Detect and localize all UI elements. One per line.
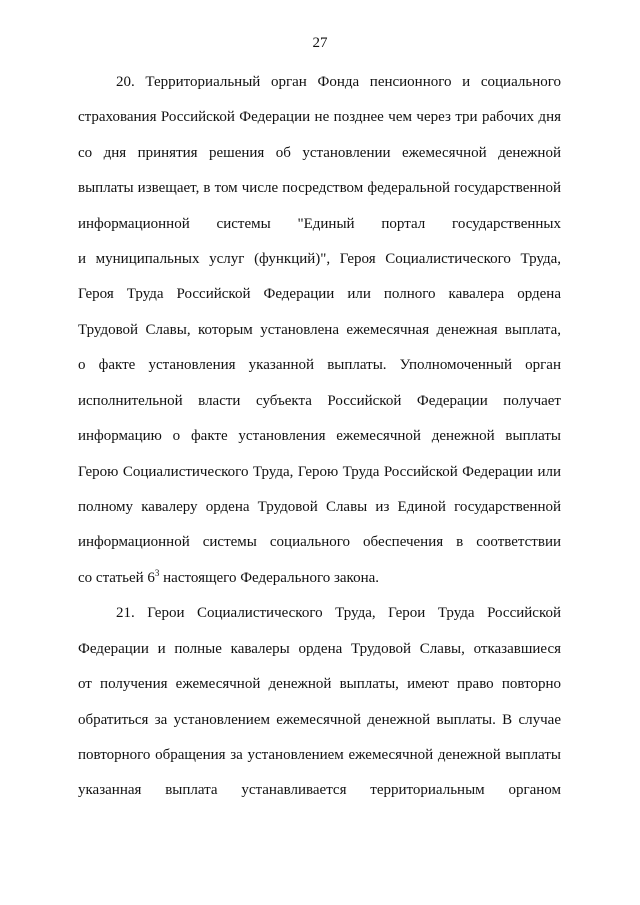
text-line: обратиться за установлением ежемесячной денежной выплаты. В случае [78,712,561,728]
text-line: полному кавалеру ордена Трудовой Славы из Единой государственной [78,499,561,515]
text-line: исполнительной власти субъекта Российской Федерации получает [78,393,561,409]
text-line-last [78,569,561,587]
text-line: выплаты извещает, в том числе посредством федеральной государственной [78,180,561,196]
text-line: информацию о факте установления ежемесячной денежной выплаты [78,428,561,444]
text-line: Героя Труда Российской Федерации или полного кавалера ордена [78,286,561,302]
text-line: информационной системы "Единый портал государственных [78,216,561,232]
text-fragment: настоящего Федерального закона. [159,570,380,586]
text-line: Герою Социалистического Труда, Герою Труда Российской Федерации или [78,464,561,480]
text-line: страхования Российской Федерации не позднее чем через три рабочих дня [78,109,561,125]
text-line: со дня принятия решения об установлении ежемесячной денежной [78,145,561,161]
text-line: повторного обращения за установлением ежемесячной денежной выплаты [78,747,561,763]
text-line: от получения ежемесячной денежной выплаты, имеют право повторно [78,676,561,692]
text-line: 20. Территориальный орган Фонда пенсионного и социального [116,74,561,90]
page-number: 27 [312,35,328,51]
text-line: о факте установления указанной выплаты. Уполномоченный орган [78,357,561,373]
text-line: Федерации и полные кавалеры ордена Трудовой Славы, отказавшиеся [78,641,561,657]
text-line: 21. Герои Социалистического Труда, Герои Труда Российской [116,605,561,621]
text-line: указанная выплата устанавливается территориальным органом [78,782,561,798]
text-fragment: со статьей 6 [78,570,155,586]
article-superscript: 3 [154,568,160,578]
text-line: Трудовой Славы, которым установлена ежемесячная денежная выплата, [78,322,561,338]
text-line: информационной системы социального обеспечения в соответствии [78,534,561,550]
text-line: и муниципальных услуг (функций)", Героя Социалистического Труда, [78,251,561,267]
